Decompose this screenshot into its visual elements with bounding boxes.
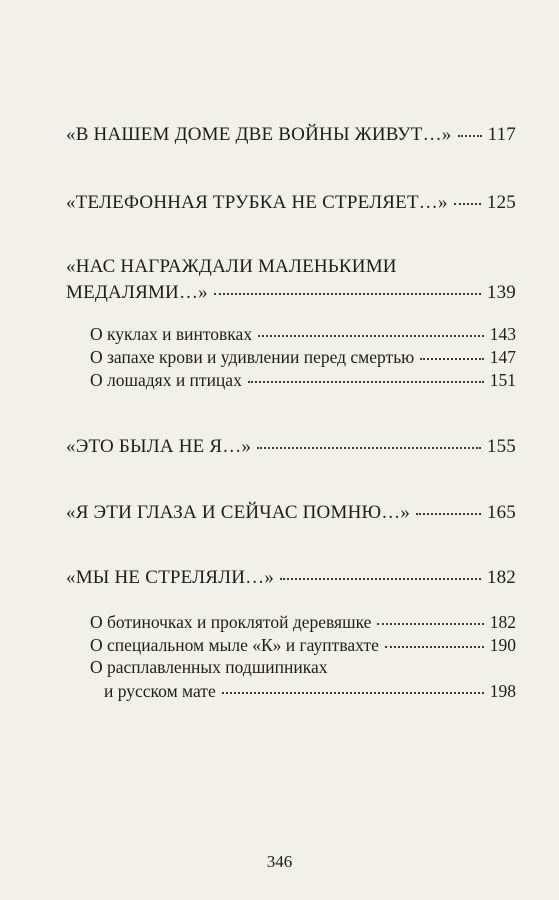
toc-subentry [90,347,516,368]
toc-entry-page: 190 [489,635,516,655]
toc-entry-page: 117 [487,124,516,145]
dot-leader [377,623,483,625]
toc-entry-title-line1: О расплавленных подшипниках [90,657,328,677]
toc-entry-page: 198 [489,681,516,701]
dot-leader [280,578,481,580]
toc-entry-title: «В НАШЕМ ДОМЕ ДВЕ ВОЙНЫ ЖИВУТ…» [66,124,452,145]
toc-entry-title: МЕДАЛЯМИ…» [66,282,208,303]
toc-entry-title: О ботиночках и проклятой деревяшке [90,612,372,632]
toc-entry-title: «ТЕЛЕФОННАЯ ТРУБКА НЕ СТРЕЛЯЕТ…» [66,192,448,213]
dot-leader [458,135,482,137]
toc-entry-title: О куклах и винтовках [90,324,253,344]
dot-leader [416,513,481,515]
toc-entry-page: 182 [489,612,516,632]
dot-leader [222,692,484,694]
toc-entry-title: «Я ЭТИ ГЛАЗА И СЕЙЧАС ПОМНЮ…» [66,502,411,523]
toc-subentry [90,324,516,345]
dot-leader [258,335,484,337]
dot-leader [454,203,481,205]
toc-entry-page: 139 [486,282,516,303]
dot-leader [420,358,484,360]
toc-entry-page: 155 [486,436,516,457]
toc-entry [66,567,516,589]
toc-entry [66,436,516,458]
toc-subentry [90,657,516,702]
toc-entry-page: 165 [486,502,516,523]
toc-entry [66,124,516,146]
toc-entry-page: 125 [486,192,516,213]
toc-entry-title: О запахе крови и удивлении перед смертью [90,347,415,367]
toc-entry-title-line1: «НАС НАГРАЖДАЛИ МАЛЕНЬКИМИ [66,256,397,277]
toc-subentry [90,370,516,391]
toc-entry [66,256,516,304]
toc-entry [66,192,516,214]
toc-entry-page: 182 [486,567,516,588]
toc-entry-title: О лошадях и птицах [90,370,242,390]
toc-entry-title: «МЫ НЕ СТРЕЛЯЛИ…» [66,567,275,588]
toc-entry [66,502,516,524]
toc-subentry [90,612,516,633]
toc-entry-page: 147 [489,347,516,367]
dot-leader [248,381,484,383]
toc-entry-page: 151 [489,370,516,390]
dot-leader [214,293,481,295]
dot-leader [257,447,481,449]
toc-entry-page: 143 [489,324,516,344]
dot-leader [385,646,484,648]
page-number: 346 [266,852,293,871]
toc-entry-title: «ЭТО БЫЛА НЕ Я…» [66,436,252,457]
toc-subentry [90,635,516,656]
toc-entry-title: и русском мате [104,681,216,701]
toc-entry-title: О специальном мыле «К» и гауптвахте [90,635,379,655]
